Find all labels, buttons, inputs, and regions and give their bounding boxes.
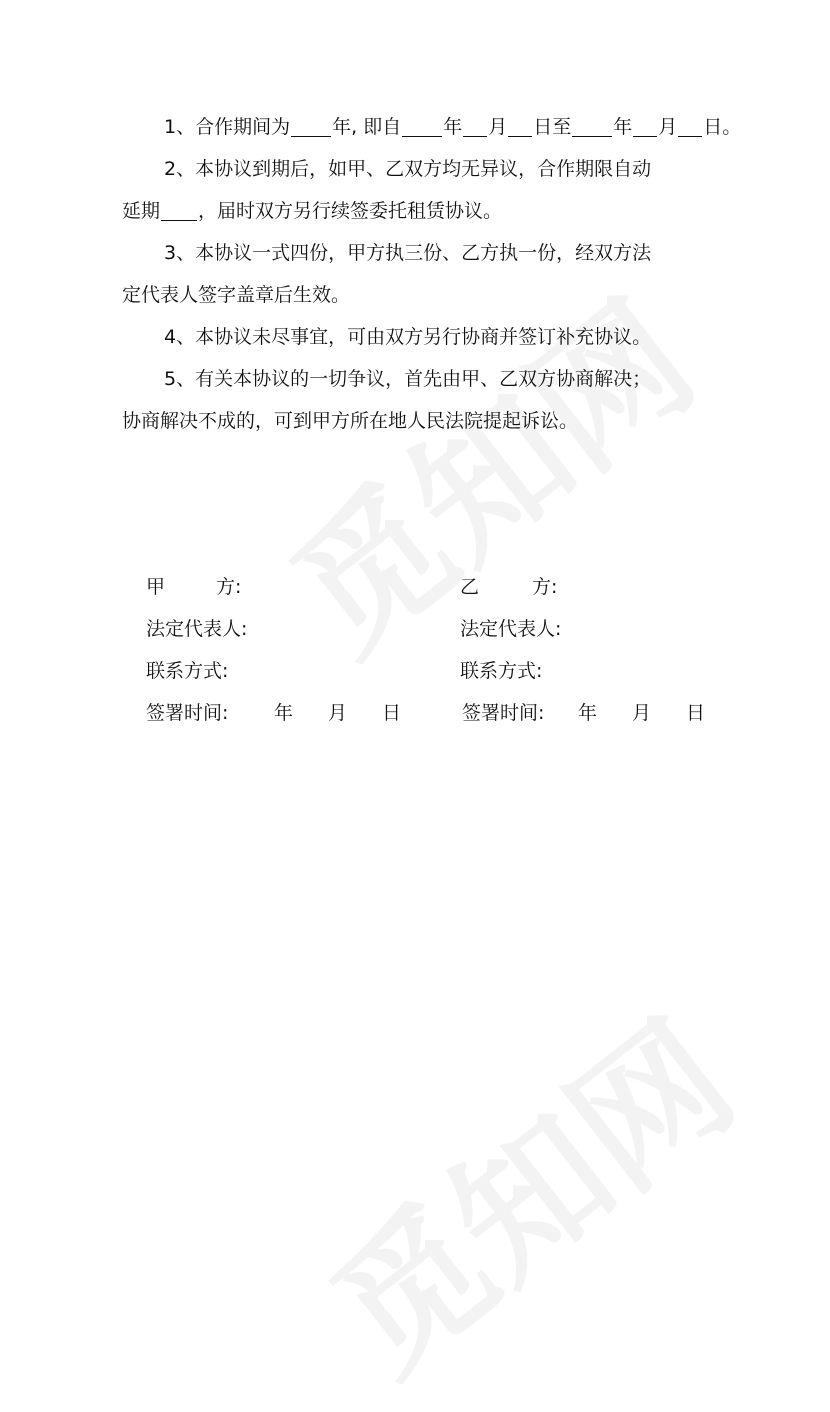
clause-number: 4 xyxy=(164,326,177,348)
party-b-date: 签署时间: 年 月 日 xyxy=(462,702,706,724)
clause-number: 5 xyxy=(164,368,177,390)
party-b-contact: 联系方式: xyxy=(460,660,543,682)
clause-3: 3、本协议一式四份，甲方执三份、乙方执一份，经双方法 定代表人签字盖章后生效。 xyxy=(122,242,652,306)
blank-field xyxy=(508,116,532,137)
blank-field xyxy=(572,116,612,137)
blank-field xyxy=(402,116,442,137)
clause-1: 1、合作期间为 年, 即自 年 月 日至 年 月 日。 xyxy=(164,116,742,138)
party-a-date: 签署时间: 年 月 日 xyxy=(146,702,402,724)
blank-field xyxy=(463,116,487,137)
blank-field xyxy=(633,116,657,137)
party-a-rep: 法定代表人: xyxy=(146,618,248,640)
clause-5: 5、有关本协议的一切争议，首先由甲、乙双方协商解决； 协商解决不成的，可到甲方所在地人民法院提起诉讼。 xyxy=(122,368,652,432)
party-a-label: 甲 方: xyxy=(146,576,242,598)
watermark xyxy=(281,964,769,1411)
party-b-label: 乙 方: xyxy=(460,576,558,598)
clause-number: 2 xyxy=(164,158,177,180)
blank-field xyxy=(161,200,197,221)
clause-number: 1 xyxy=(164,116,177,138)
party-b-rep: 法定代表人: xyxy=(460,618,562,640)
party-a-contact: 联系方式: xyxy=(146,660,229,682)
clause-number: 3 xyxy=(164,242,177,264)
blank-field xyxy=(678,116,702,137)
blank-field xyxy=(291,116,331,137)
clause-2: 2、本协议到期后，如甲、乙双方均无异议，合作期限自动 延期 ，届时双方另行续签委托租赁协议。 xyxy=(122,158,652,222)
clause-4: 4、本协议未尽事宜，可由双方另行协商并签订补充协议。 xyxy=(164,326,652,348)
